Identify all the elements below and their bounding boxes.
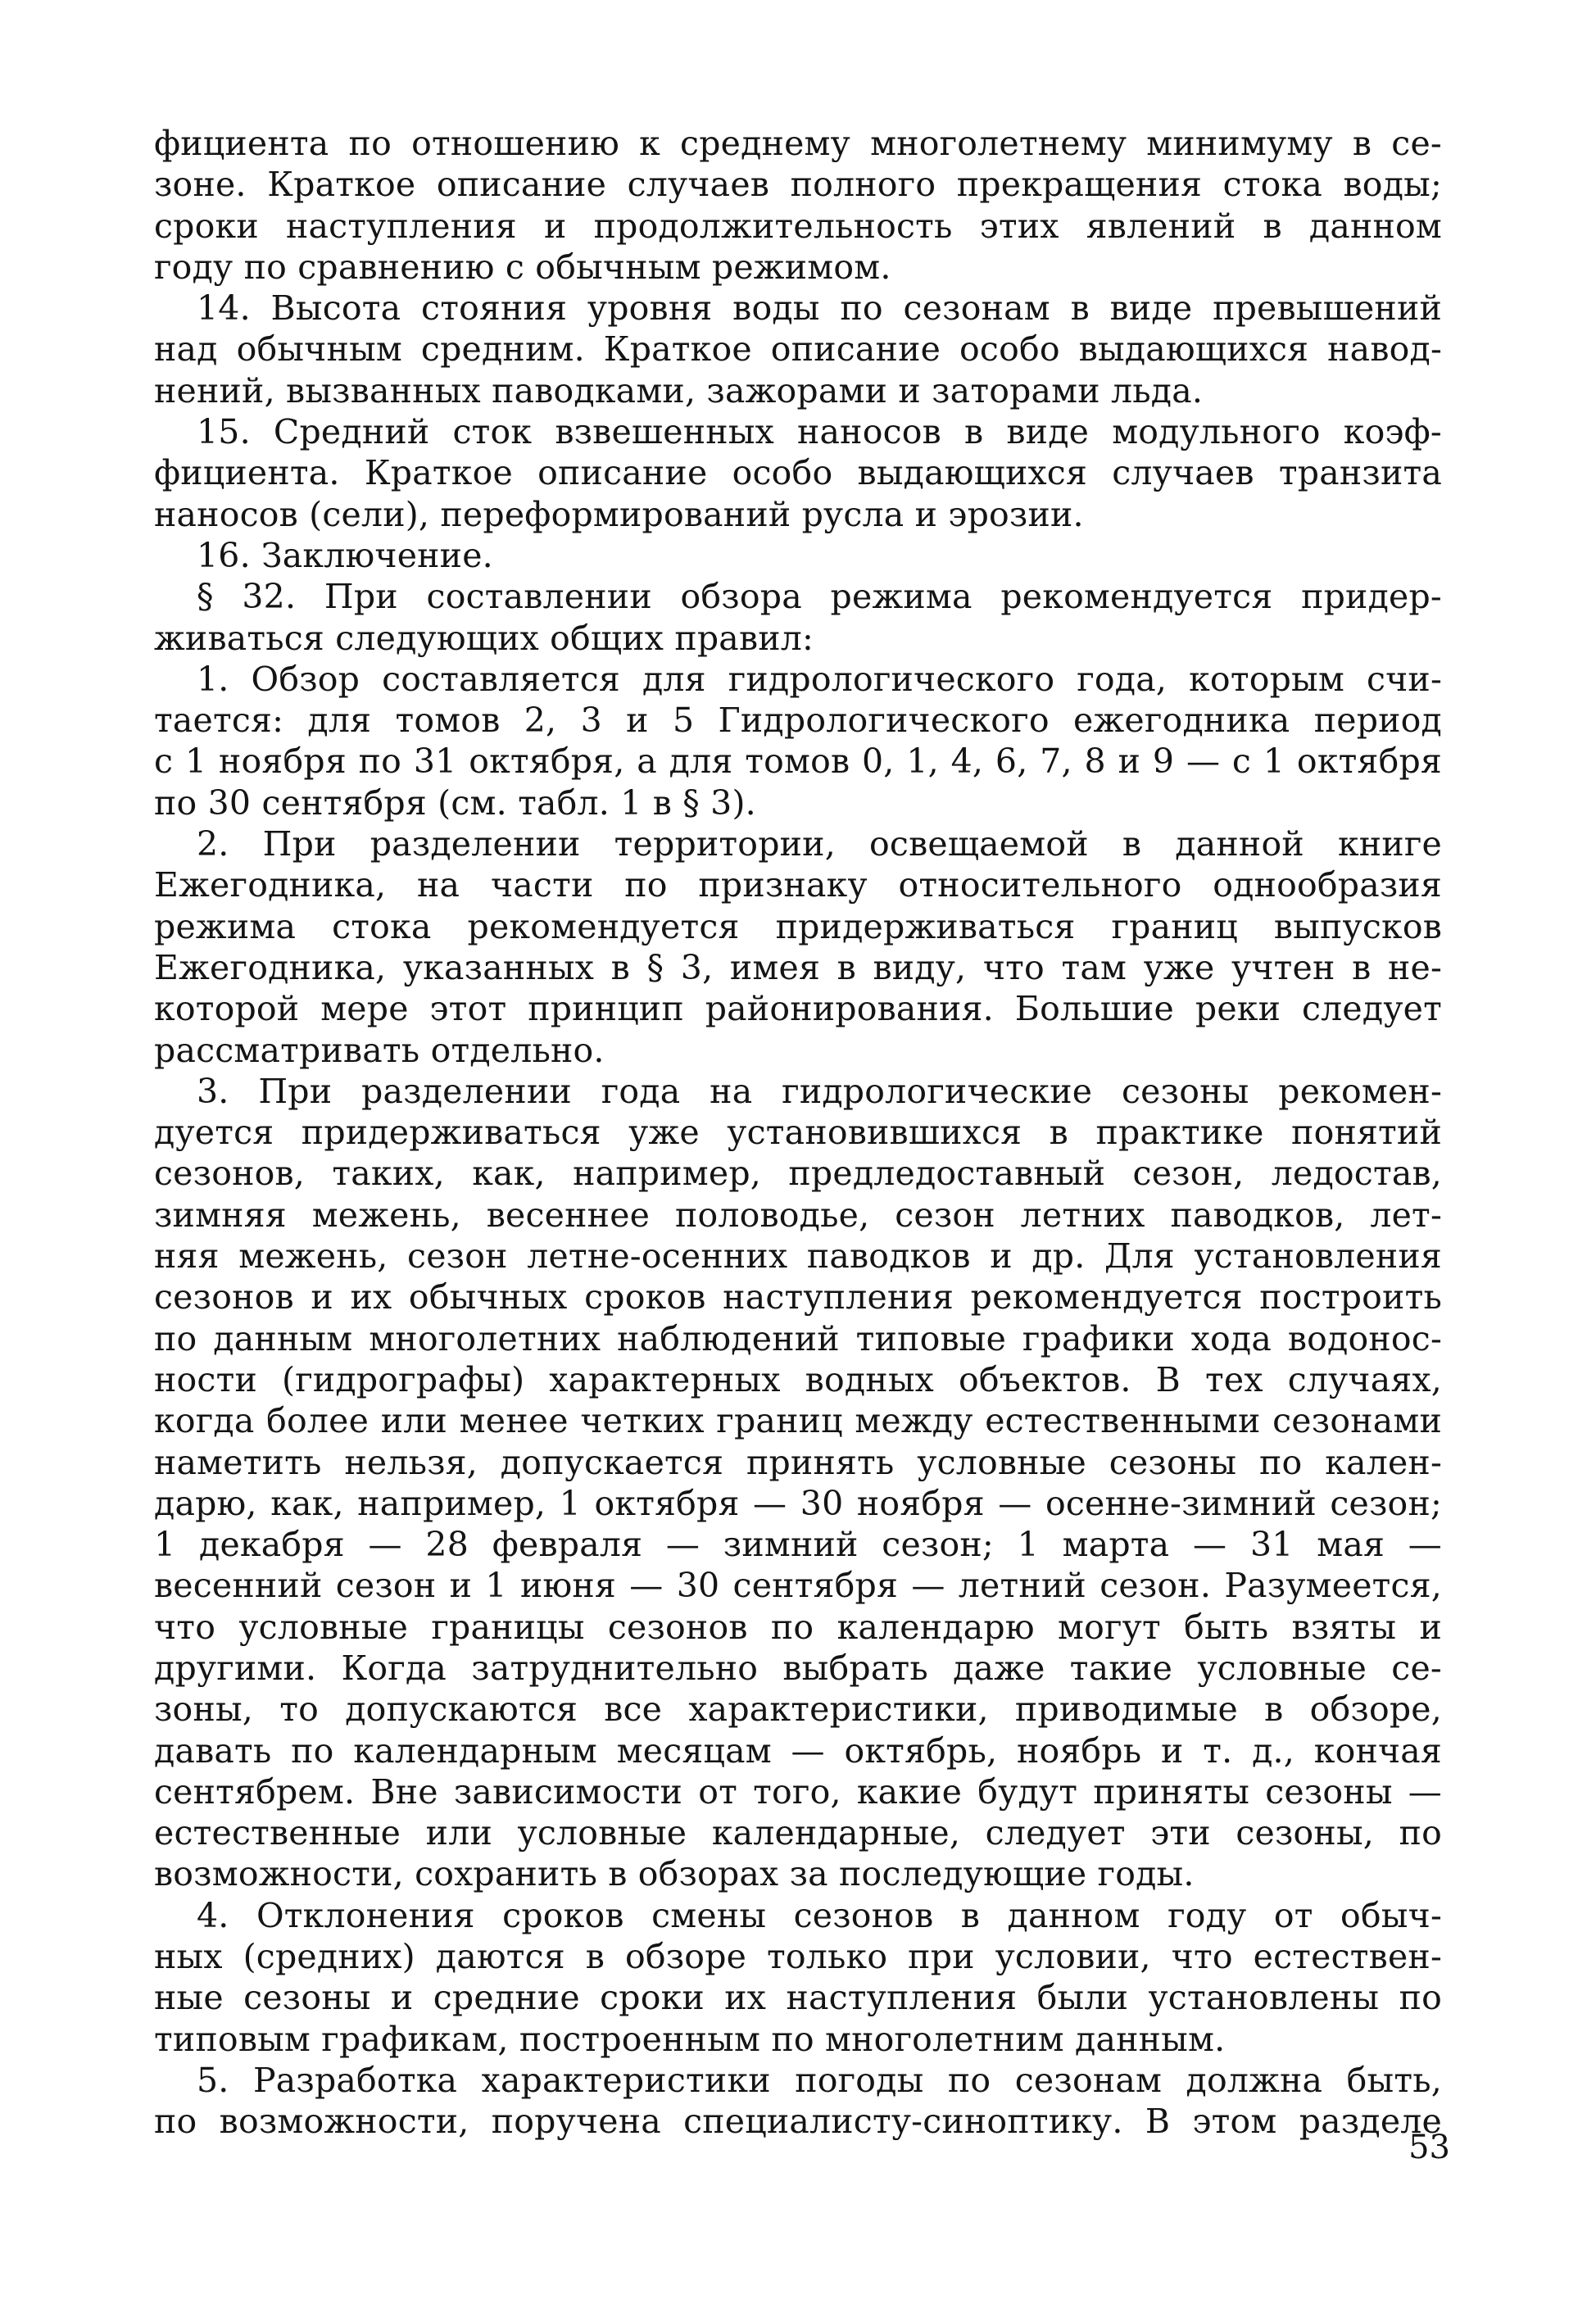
paragraph-item-16 xyxy=(154,535,1442,576)
text-line: фициента по отношению к среднему многолетнему минимуму в се- xyxy=(154,124,1442,163)
text-line: сезонов и их обычных сроков наступления рекомендуется построить xyxy=(154,1277,1442,1317)
text-line: 1. Обзор составляется для гидрологического года, которым счи- xyxy=(197,659,1442,699)
paragraph-rule-5 xyxy=(154,2060,1442,2143)
text-line: возможности, сохранить в обзорах за последующие годы. xyxy=(154,1854,1195,1894)
text-line: сезонов, таких, как, например, предледоставный сезон, ледостав, xyxy=(154,1154,1442,1194)
paragraph-coefficient-continuation xyxy=(154,123,1442,288)
text-line: 3. При разделении года на гидрологические сезоны рекомен- xyxy=(197,1071,1442,1111)
text-line: зоны, то допускаются все характеристики, приводимые в обзоре, xyxy=(154,1689,1442,1730)
text-line: естественные или условные календарные, следует эти сезоны, по xyxy=(154,1813,1442,1853)
text-line: по возможности, поручена специалисту-синоптику. В этом разделе xyxy=(154,2102,1442,2142)
paragraph-rule-3 xyxy=(154,1071,1442,1895)
paragraph-rule-2 xyxy=(154,823,1442,1071)
text-line: тается: для томов 2, 3 и 5 Гидрологического ежегодника период xyxy=(154,701,1442,741)
text-line: сроки наступления и продолжительность этих явлений в данном xyxy=(154,206,1442,246)
text-line: 1 декабря — 28 февраля — зимний сезон; 1 марта — 31 мая — xyxy=(154,1525,1442,1565)
text-line: над обычным средним. Краткое описание особо выдающихся навод- xyxy=(154,329,1442,370)
text-line: наметить нельзя, допускается принять условные сезоны по кален- xyxy=(154,1442,1442,1482)
text-line: 4. Отклонения сроков смены сезонов в данном году от обыч- xyxy=(197,1895,1442,1935)
text-line: Ежегодника, на части по признаку относительного однообразия xyxy=(154,865,1442,905)
text-line: 15. Средний сток взвешенных наносов в виде модульного коэф- xyxy=(197,412,1442,452)
text-line: ных (средних) даются в обзоре только при условии, что естествен- xyxy=(154,1937,1442,1977)
text-line: рассматривать отдельно. xyxy=(154,1030,605,1070)
paragraph-rule-1 xyxy=(154,659,1442,823)
text-line: которой мере этот принцип районирования. Большие реки следует xyxy=(154,989,1442,1029)
text-line: няя межень, сезон летне-осенних паводков и др. Для установления xyxy=(154,1236,1442,1277)
text-line: давать по календарным месяцам — октябрь, ноябрь и т. д., кончая xyxy=(154,1730,1442,1771)
text-line: нений, вызванных паводками, зажорами и заторами льда. xyxy=(154,370,1204,410)
text-line: дуется придерживаться уже установившихся в практике понятий xyxy=(154,1113,1442,1153)
text-line: § 32. При составлении обзора режима рекомендуется придер- xyxy=(197,577,1442,617)
text-line: 16. Заключение. xyxy=(197,535,493,575)
text-line: году по сравнению с обычным режимом. xyxy=(154,247,891,287)
text-line: по 30 сентября (см. табл. 1 в § 3). xyxy=(154,782,756,823)
page-number: 53 xyxy=(1408,2129,1450,2166)
text-line: дарю, как, например, 1 октября — 30 ноября — осенне-зимний сезон; xyxy=(154,1483,1442,1523)
text-line: фициента. Краткое описание особо выдающихся случаев транзита xyxy=(154,453,1442,493)
text-line: 2. При разделении территории, освещаемой в данной книге xyxy=(197,824,1442,864)
text-line: по данным многолетних наблюдений типовые графики хода водонос- xyxy=(154,1318,1442,1358)
text-line: ные сезоны и средние сроки их наступления были установлены по xyxy=(154,1978,1442,2018)
text-line: 14. Высота стояния уровня воды по сезонам в виде превышений xyxy=(197,288,1442,329)
text-line: сентябрем. Вне зависимости от того, какие будут приняты сезоны — xyxy=(154,1771,1442,1812)
paragraph-item-14 xyxy=(154,288,1442,411)
text-line: ности (гидрографы) характерных водных объектов. В тех случаях, xyxy=(154,1359,1442,1399)
text-line: что условные границы сезонов по календарю могут быть взяты и xyxy=(154,1607,1442,1647)
text-line: типовым графикам, построенным по многолетним данным. xyxy=(154,2019,1226,2059)
text-line: весенний сезон и 1 июня — 30 сентября — летний сезон. Разумеется, xyxy=(154,1566,1442,1606)
paragraph-rule-4 xyxy=(154,1895,1442,2060)
text-line: Ежегодника, указанных в § 3, имея в виду, что там уже учтен в не- xyxy=(154,947,1442,987)
text-line: наносов (сели), переформирований русла и эрозии. xyxy=(154,494,1084,534)
text-line: другими. Когда затруднительно выбрать даже такие условные се- xyxy=(154,1648,1442,1688)
page-body xyxy=(154,123,1442,2143)
text-line: когда более или менее четких границ между естественными сезонами xyxy=(154,1401,1442,1441)
text-line: с 1 ноября по 31 октября, а для томов 0, 1, 4, 6, 7, 8 и 9 — с 1 октября xyxy=(154,741,1442,782)
text-line: режима стока рекомендуется придерживаться границ выпусков xyxy=(154,906,1442,946)
text-line: 5. Разработка характеристики погоды по сезонам должна быть, xyxy=(197,2060,1442,2100)
text-line: зоне. Краткое описание случаев полного прекращения стока воды; xyxy=(154,165,1442,205)
paragraph-section-32 xyxy=(154,576,1442,659)
text-line: зимняя межень, весеннее половодье, сезон летних паводков, лет- xyxy=(154,1195,1442,1235)
text-line: живаться следующих общих правил: xyxy=(154,618,814,658)
paragraph-item-15 xyxy=(154,411,1442,535)
